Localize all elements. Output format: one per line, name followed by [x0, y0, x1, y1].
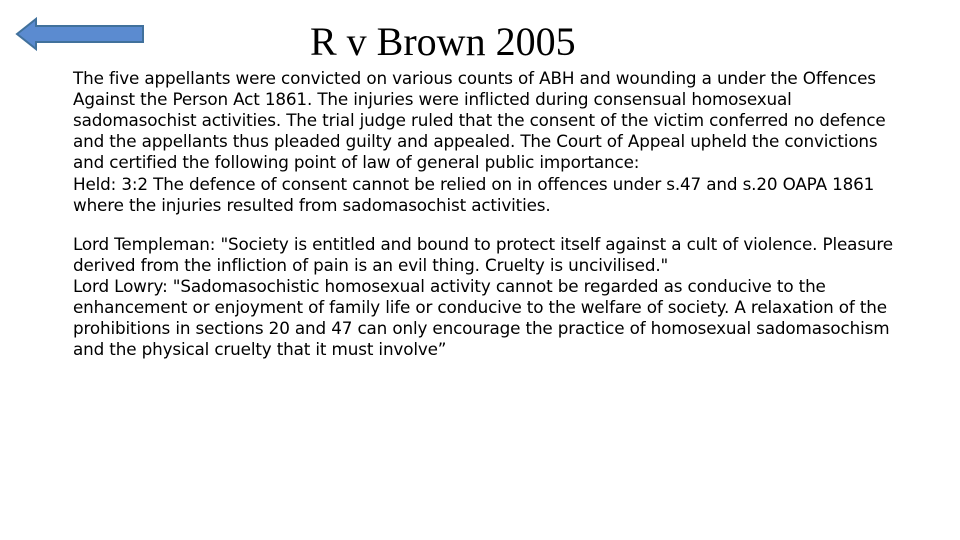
left-arrow-icon [14, 16, 146, 52]
slide-body [73, 68, 893, 360]
lowry-quote: Lord Lowry: "Sadomasochistic homosexual activity cannot be regarded as conducive to the enhancement or enjoyment of family life or conducive to the welfare of society. A relaxation of the prohibitions in sections 20 and 47 can only encourage the practice of homosexual sadomasochism and the physical cruelty that it must involve” [73, 276, 890, 359]
held-paragraph: Held: 3:2 The defence of consent cannot be relied on in offences under s.47 and s.20 OAPA 1861 where the injuries resulted from sadomasochist activities. [73, 174, 875, 215]
case-facts-paragraph: The five appellants were convicted on various counts of ABH and wounding a under the Offences Against the Person Act 1861. The injuries were inflicted during consensual homosexual sadomasochist activities. The trial judge ruled that the consent of the victim conferred no defence and the appellants thus pleaded guilty and appealed. The Court of Appeal upheld the convictions and certified the following point of law of general public importance: [73, 68, 886, 172]
slide-title: R v Brown 2005 [310, 19, 576, 64]
back-arrow-button[interactable] [14, 16, 146, 52]
templeman-quote: Lord Templeman: "Society is entitled and bound to protect itself against a cult of violence. Pleasure derived from the infliction of pain is an evil thing. Cruelty is uncivilised." [73, 234, 893, 275]
